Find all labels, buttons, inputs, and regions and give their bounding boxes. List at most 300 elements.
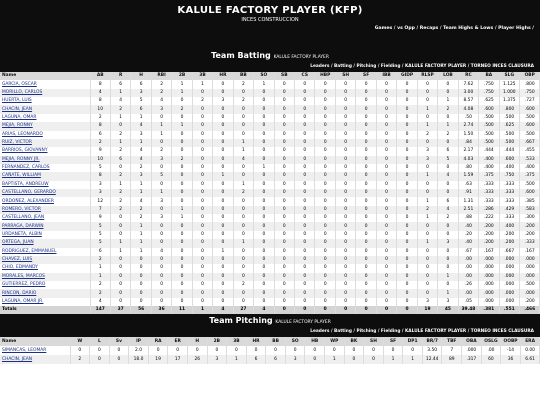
stat-cell: 2: [110, 197, 130, 205]
column-header-bb[interactable]: BB: [233, 72, 253, 80]
player-name-link[interactable]: SIMANCAS, LEOMAR: [0, 346, 70, 355]
stat-cell: 0: [383, 346, 403, 355]
stat-cell: .00: [481, 346, 501, 355]
batting-table: [0, 72, 540, 314]
stat-cell: 0: [335, 197, 355, 205]
stat-cell: .466: [520, 306, 540, 314]
stat-cell: 0: [254, 147, 274, 155]
stat-cell: 0: [335, 114, 355, 122]
stat-cell: .00: [458, 264, 478, 272]
stat-cell: .625: [499, 122, 519, 130]
column-header-slg[interactable]: SLG: [499, 72, 519, 80]
stat-cell: 1: [110, 239, 130, 247]
column-header-era[interactable]: ERA: [520, 337, 540, 346]
stat-cell: .500: [479, 131, 499, 139]
player-name-link[interactable]: ARIAS, LEONARDO: [0, 131, 90, 139]
stat-cell: .333: [499, 214, 519, 222]
stat-cell: 1: [151, 189, 171, 197]
player-name-link[interactable]: BAPTISTA, ANDREUW: [0, 181, 90, 189]
stat-cell: 0: [335, 172, 355, 180]
stat-cell: .381: [479, 306, 499, 314]
stat-cell: 2: [438, 214, 458, 222]
stat-cell: 0: [131, 273, 151, 281]
column-header-3b[interactable]: 3B: [192, 72, 212, 80]
stat-cell: 2: [131, 164, 151, 172]
player-name-link[interactable]: MEJIA, RONNY: [0, 122, 90, 130]
column-header-br-7[interactable]: BR/7: [422, 337, 442, 346]
stat-cell: .750: [499, 172, 519, 180]
stat-cell: 0: [335, 139, 355, 147]
column-header-oslg[interactable]: OSLG: [481, 337, 501, 346]
player-name-link[interactable]: CASTELLANO, GERARDO: [0, 189, 90, 197]
stat-cell: 0: [356, 114, 376, 122]
stat-cell: 0: [335, 264, 355, 272]
stat-cell: 0: [397, 164, 417, 172]
stat-cell: 39.48: [458, 306, 478, 314]
column-header-lob[interactable]: LOB: [438, 72, 458, 80]
stat-cell: 60: [481, 355, 501, 364]
stat-cell: 4: [110, 97, 130, 105]
stat-cell: 1: [131, 181, 151, 189]
stat-cell: 0: [274, 164, 294, 172]
column-header-wp[interactable]: WP: [325, 337, 345, 346]
stat-cell: .333: [499, 189, 519, 197]
stat-cell: .200: [520, 231, 540, 239]
stat-cell: 0: [192, 172, 212, 180]
column-header-ba[interactable]: BA: [479, 72, 499, 80]
stat-cell: 0: [274, 239, 294, 247]
stat-cell: 0: [295, 139, 315, 147]
stat-cell: 0: [397, 189, 417, 197]
column-header-cs[interactable]: CS: [295, 72, 315, 80]
stat-cell: 0: [274, 139, 294, 147]
column-header-rbi[interactable]: RBI: [151, 72, 171, 80]
column-header-sv[interactable]: Sv: [109, 337, 129, 346]
stat-cell: 0: [192, 89, 212, 97]
stat-cell: 0: [356, 239, 376, 247]
column-header-name[interactable]: Name: [0, 72, 90, 80]
player-name-link[interactable]: HUERTA, LUIS: [0, 97, 90, 105]
column-header-ra[interactable]: RA: [148, 337, 168, 346]
stat-cell: 0: [305, 355, 325, 364]
stat-cell: .40: [458, 239, 478, 247]
stat-cell: 0: [274, 264, 294, 272]
stat-cell: 0: [356, 139, 376, 147]
pitching-section-header: [0, 314, 540, 337]
stat-cell: 0: [335, 105, 355, 113]
stat-cell: 0: [266, 346, 286, 355]
stat-cell: 8: [90, 97, 110, 105]
stat-cell: 3: [151, 197, 171, 205]
player-name-link[interactable]: RINCON, DARIO: [0, 289, 90, 297]
stat-cell: 0: [335, 89, 355, 97]
stat-cell: 1: [110, 114, 130, 122]
column-header-gidp[interactable]: GIDP: [397, 72, 417, 80]
column-header-oobp[interactable]: OOBP: [501, 337, 521, 346]
stat-cell: 1: [131, 139, 151, 147]
stat-cell: .000: [499, 289, 519, 297]
stat-cell: 0: [254, 281, 274, 289]
stat-cell: .000: [499, 298, 519, 306]
stat-cell: 0: [335, 239, 355, 247]
stat-cell: 0: [397, 197, 417, 205]
column-header-sf[interactable]: SF: [383, 337, 403, 346]
stat-cell: 0: [397, 231, 417, 239]
stat-cell: 0: [295, 114, 315, 122]
stat-cell: 0: [274, 248, 294, 256]
stat-cell: 0: [213, 122, 233, 130]
stat-cell: 2: [417, 206, 437, 214]
stat-cell: 0: [227, 346, 247, 355]
stat-cell: 2: [110, 172, 130, 180]
stat-cell: 0: [192, 147, 212, 155]
stat-cell: 1: [192, 80, 212, 88]
stat-cell: 0: [397, 239, 417, 247]
stat-cell: 0: [356, 147, 376, 155]
stat-cell: 0: [335, 281, 355, 289]
stat-cell: 0: [148, 346, 168, 355]
stat-cell: 0: [376, 264, 396, 272]
stat-cell: 0: [376, 248, 396, 256]
stat-cell: 0: [315, 248, 335, 256]
stat-cell: 56: [131, 306, 151, 314]
stat-cell: 0: [213, 273, 233, 281]
stat-cell: .625: [479, 97, 499, 105]
stat-cell: 3: [131, 172, 151, 180]
stat-cell: 5: [90, 222, 110, 230]
column-header-dp1[interactable]: DP1: [403, 337, 423, 346]
stat-cell: 0: [254, 239, 274, 247]
player-name-link[interactable]: CHAVEZ, LUIS: [0, 256, 90, 264]
stat-cell: 0: [110, 298, 130, 306]
stat-cell: 0: [344, 355, 364, 364]
stat-cell: 0: [213, 147, 233, 155]
stat-cell: 2: [172, 156, 192, 164]
stat-cell: 0: [233, 105, 253, 113]
stat-cell: 18.0: [129, 355, 149, 364]
stat-cell: 0: [110, 222, 130, 230]
stat-cell: 0: [315, 172, 335, 180]
column-header-obp[interactable]: OBP: [520, 72, 540, 80]
stat-cell: 147: [90, 306, 110, 314]
column-header-3b[interactable]: 3B: [227, 337, 247, 346]
stat-cell: 4: [233, 156, 253, 164]
stat-cell: 0: [295, 164, 315, 172]
stat-cell: 0: [335, 222, 355, 230]
table-row: [0, 147, 540, 155]
column-header-l[interactable]: L: [90, 337, 110, 346]
stat-cell: 26: [187, 355, 207, 364]
stat-cell: 0: [274, 105, 294, 113]
column-header-so[interactable]: SO: [254, 72, 274, 80]
stat-cell: 0: [274, 222, 294, 230]
column-header-rc[interactable]: RC: [458, 72, 478, 80]
stat-cell: .333: [499, 181, 519, 189]
stat-cell: .500: [479, 122, 499, 130]
player-name-link[interactable]: CHACIN, JEAN: [0, 105, 90, 113]
stat-cell: 0: [335, 122, 355, 130]
stat-cell: 0: [376, 298, 396, 306]
stat-cell: 0.00: [520, 346, 540, 355]
stat-cell: 0: [438, 231, 458, 239]
column-header-h[interactable]: H: [187, 337, 207, 346]
stat-cell: 8: [90, 80, 110, 88]
page-header: [0, 0, 540, 49]
stat-cell: 0: [192, 222, 212, 230]
stat-cell: 0: [172, 281, 192, 289]
table-row: [0, 189, 540, 197]
column-header-oba[interactable]: OBA: [462, 337, 482, 346]
stat-cell: 5: [90, 231, 110, 239]
stat-cell: .40: [458, 222, 478, 230]
stat-cell: 0: [315, 189, 335, 197]
stat-cell: 0: [207, 346, 227, 355]
stat-cell: 0: [397, 97, 417, 105]
stat-cell: 0: [233, 131, 253, 139]
stat-cell: 0: [90, 355, 110, 364]
stat-cell: 0: [315, 222, 335, 230]
stat-cell: 2: [110, 189, 130, 197]
stat-cell: 1: [417, 105, 437, 113]
stat-cell: 0: [254, 89, 274, 97]
stat-cell: 0: [192, 298, 212, 306]
player-name-link[interactable]: URDANETA, ALBIN: [0, 231, 90, 239]
stat-cell: 0: [213, 131, 233, 139]
stat-cell: 3: [131, 89, 151, 97]
stat-cell: 1: [438, 97, 458, 105]
stat-cell: 0: [335, 214, 355, 222]
table-row: [0, 80, 540, 88]
batting-body: [0, 80, 540, 314]
stat-cell: 2.74: [458, 122, 478, 130]
batting-sub-links[interactable]: Leaders / Batting / Pitching / Fielding / KALULE FACTORY PLAYER / TORNEO INCES CLAUSURA: [310, 64, 534, 69]
player-name-link[interactable]: LAGUNA, OMAR JR.: [0, 298, 90, 306]
player-name-link[interactable]: MEJIA, RONNY JR.: [0, 156, 90, 164]
column-header-hr[interactable]: HR: [246, 337, 266, 346]
stat-cell: .400: [520, 164, 540, 172]
pitching-title: [0, 314, 540, 325]
stat-cell: 1: [110, 139, 130, 147]
player-name-link[interactable]: ORTEGA, JUAN: [0, 239, 90, 247]
stat-cell: 2: [172, 105, 192, 113]
stat-cell: 0: [335, 206, 355, 214]
stat-cell: 0: [397, 281, 417, 289]
totals-row: [0, 306, 540, 314]
stat-cell: .500: [479, 139, 499, 147]
stat-cell: 0: [172, 264, 192, 272]
stat-cell: 0: [151, 281, 171, 289]
column-header-bk[interactable]: BK: [344, 337, 364, 346]
stat-cell: .533: [520, 156, 540, 164]
stat-cell: .750: [479, 80, 499, 88]
player-name-link[interactable]: GARCIA, OSCAR: [0, 80, 90, 88]
stat-cell: 0: [356, 105, 376, 113]
column-header-name[interactable]: Name: [0, 337, 70, 346]
stat-cell: 0: [233, 197, 253, 205]
batting-header-row: [0, 72, 540, 80]
stat-cell: 0: [233, 298, 253, 306]
stat-cell: 0: [335, 97, 355, 105]
stat-cell: .167: [520, 248, 540, 256]
stat-cell: 3: [438, 239, 458, 247]
stat-cell: 4: [438, 172, 458, 180]
player-name-link[interactable]: RUIZ, VICTOR: [0, 139, 90, 147]
stat-cell: 0: [233, 289, 253, 297]
player-name-link[interactable]: LAGUNA, OMAR: [0, 114, 90, 122]
stat-cell: 0: [172, 131, 192, 139]
table-row: [0, 346, 540, 355]
column-header-h[interactable]: H: [131, 72, 151, 80]
stat-cell: 0: [151, 264, 171, 272]
stat-cell: .333: [479, 197, 499, 205]
pitching-sub-links[interactable]: Leaders / Batting / Pitching / Fielding / KALULE FACTORY PLAYER / TORNEO INCES CLAUSURA: [310, 329, 534, 335]
table-row: [0, 164, 540, 172]
stat-cell: 6: [266, 355, 286, 364]
team-nav-links[interactable]: Games / vs Opp / Recaps / Team Highs & Lows / Player Highs /: [374, 26, 534, 31]
stat-cell: .583: [520, 206, 540, 214]
stat-cell: 0: [376, 105, 396, 113]
stat-cell: 0: [274, 131, 294, 139]
stat-cell: 0: [376, 122, 396, 130]
column-header-hb[interactable]: HB: [305, 337, 325, 346]
stat-cell: 0: [325, 346, 345, 355]
player-name-link[interactable]: CHACIN, JEAN: [0, 355, 70, 364]
stat-cell: 0: [335, 231, 355, 239]
stat-cell: .000: [520, 289, 540, 297]
column-header-w[interactable]: W: [70, 337, 90, 346]
stat-cell: 0: [192, 264, 212, 272]
stat-cell: 0: [376, 231, 396, 239]
stat-cell: 0: [295, 89, 315, 97]
stat-cell: 6.61: [520, 355, 540, 364]
stat-cell: 3: [213, 97, 233, 105]
player-name-link[interactable]: ROMERO, VICTOR: [0, 206, 90, 214]
column-header-ibb[interactable]: IBB: [376, 72, 396, 80]
stat-cell: 0: [356, 80, 376, 88]
stat-cell: 0: [315, 97, 335, 105]
stat-cell: 0: [192, 105, 212, 113]
player-name-link[interactable]: PARRAGA, DARWIN: [0, 222, 90, 230]
stat-cell: 0: [192, 114, 212, 122]
stat-cell: 0: [109, 346, 129, 355]
stat-cell: 0: [192, 248, 212, 256]
stat-cell: 1: [325, 355, 345, 364]
stat-cell: .000: [479, 273, 499, 281]
stat-cell: 1: [110, 89, 130, 97]
batting-section-header: [0, 49, 540, 72]
stat-cell: .000: [499, 256, 519, 264]
column-header-ab[interactable]: AB: [90, 72, 110, 80]
column-header-ip[interactable]: IP: [129, 337, 149, 346]
stat-cell: 0: [172, 289, 192, 297]
table-row: [0, 114, 540, 122]
stat-cell: 0: [397, 222, 417, 230]
stat-cell: 0: [356, 222, 376, 230]
stat-cell: .500: [499, 139, 519, 147]
player-name-link[interactable]: CAÑATE, WILLIAM: [0, 172, 90, 180]
stat-cell: 5: [131, 97, 151, 105]
stat-cell: 4: [438, 206, 458, 214]
stat-cell: 0: [172, 239, 192, 247]
column-header-hr[interactable]: HR: [213, 72, 233, 80]
stat-cell: 0: [356, 89, 376, 97]
column-header-so[interactable]: SO: [285, 337, 305, 346]
player-name-link[interactable]: CASTELLANO, JEAN: [0, 214, 90, 222]
stat-cell: .500: [520, 181, 540, 189]
column-header-rlsp[interactable]: RLSP: [417, 72, 437, 80]
column-header-sh[interactable]: SH: [335, 72, 355, 80]
player-name-link[interactable]: BARRIOS, GIOVANNY: [0, 147, 90, 155]
stat-cell: 0: [213, 289, 233, 297]
stat-cell: 36: [501, 355, 521, 364]
column-header-r[interactable]: R: [110, 72, 130, 80]
stat-cell: 1: [131, 222, 151, 230]
stat-cell: 0: [151, 206, 171, 214]
stat-cell: .800: [499, 105, 519, 113]
player-name-link[interactable]: CHIO, EDMANDY: [0, 264, 90, 272]
team-title: KALULE FACTORY PLAYER (KFP): [177, 5, 363, 16]
stat-cell: 0: [254, 114, 274, 122]
stat-cell: .50: [458, 114, 478, 122]
player-name-link[interactable]: MORILLO, CARLOS: [0, 89, 90, 97]
player-name-link[interactable]: RODRIGUEZ, EMMANUEL: [0, 248, 90, 256]
stat-cell: 2: [131, 214, 151, 222]
stat-cell: 0: [438, 264, 458, 272]
stat-cell: .200: [520, 298, 540, 306]
stat-cell: 0: [172, 172, 192, 180]
column-header-sf[interactable]: SF: [356, 72, 376, 80]
stat-cell: .500: [520, 131, 540, 139]
stat-cell: 0: [315, 281, 335, 289]
table-row: [0, 298, 540, 306]
stat-cell: 0: [315, 214, 335, 222]
stat-cell: 0: [315, 164, 335, 172]
player-name-link[interactable]: MORALES, MARCOS: [0, 273, 90, 281]
stat-cell: 0: [356, 214, 376, 222]
stat-cell: 0: [213, 256, 233, 264]
table-row: [0, 156, 540, 164]
player-name-link[interactable]: ORDOÑEZ, ALEXANDER: [0, 197, 90, 205]
player-name-link[interactable]: FERNANDEZ, CARLOS: [0, 164, 90, 172]
stat-cell: 0: [295, 264, 315, 272]
stat-cell: .667: [499, 248, 519, 256]
table-row: [0, 105, 540, 113]
column-header-2b[interactable]: 2B: [207, 337, 227, 346]
column-header-sh[interactable]: SH: [364, 337, 384, 346]
column-header-er[interactable]: ER: [168, 337, 188, 346]
stat-cell: 0: [254, 197, 274, 205]
column-header-sb[interactable]: SB: [274, 72, 294, 80]
stat-cell: .500: [520, 281, 540, 289]
stat-cell: 0: [376, 172, 396, 180]
stat-cell: 0: [295, 306, 315, 314]
column-header-tbf[interactable]: TBF: [442, 337, 462, 346]
stat-cell: 1: [417, 122, 437, 130]
column-header-hbp[interactable]: HBP: [315, 72, 335, 80]
stat-cell: 0: [376, 89, 396, 97]
stat-cell: 0: [335, 181, 355, 189]
column-header-2b[interactable]: 2B: [172, 72, 192, 80]
stat-cell: .000: [462, 346, 482, 355]
stat-cell: 0: [356, 273, 376, 281]
column-header-bb[interactable]: BB: [266, 337, 286, 346]
stat-cell: 0: [438, 248, 458, 256]
stat-cell: 9: [90, 214, 110, 222]
stat-cell: 0: [376, 222, 396, 230]
stat-cell: 0: [295, 97, 315, 105]
stat-cell: 0: [254, 248, 274, 256]
player-name-link[interactable]: GUTIERREZ, PEDRO: [0, 281, 90, 289]
